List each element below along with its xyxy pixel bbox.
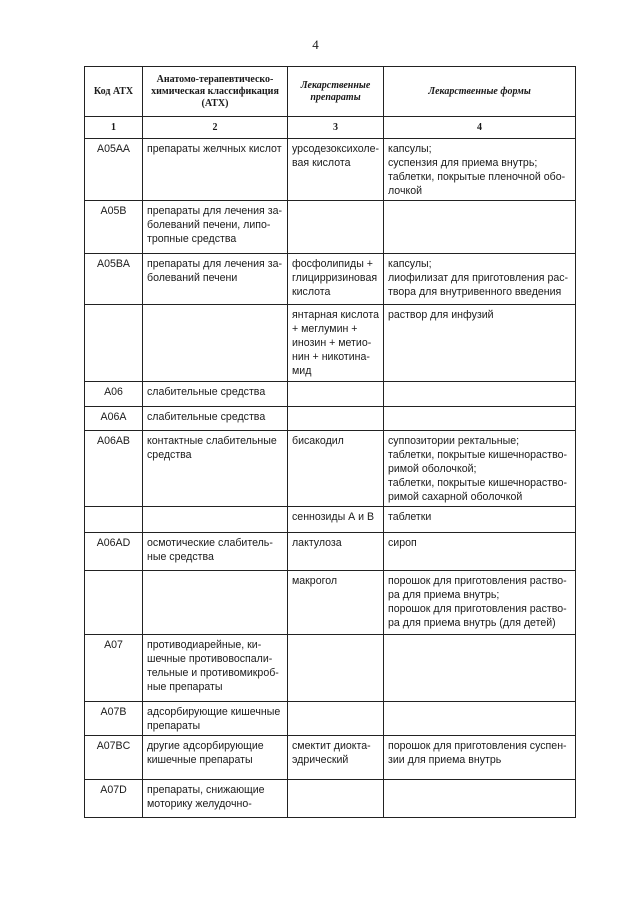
header-dosage-forms: Лекарственные формы xyxy=(384,67,576,117)
table-header-row xyxy=(85,67,576,117)
column-number: 1 xyxy=(85,117,143,139)
dosage-forms-line: раствор для инфузий xyxy=(388,309,494,321)
classification-line: шечные противовоспали- xyxy=(147,653,273,665)
classification-line: тропные средства xyxy=(147,233,237,245)
atx-code-cell xyxy=(85,571,143,635)
drug-line: нин + никотина- xyxy=(292,351,370,363)
classification-line: болеваний печени, липо- xyxy=(147,219,271,231)
drug-cell xyxy=(288,254,384,305)
atx-code-cell: A05B xyxy=(85,201,143,254)
dosage-forms-cell xyxy=(384,702,576,736)
classification-line: болеваний печени xyxy=(147,272,238,284)
atx-code-cell: A05BA xyxy=(85,254,143,305)
dosage-forms-cell xyxy=(384,139,576,201)
atx-code-cell: A05AA xyxy=(85,139,143,201)
header-atx-classification: Анатомо-терапевтическо-химическая классификация (АТХ) xyxy=(143,67,288,117)
classification-line: слабительные средства xyxy=(147,411,266,423)
dosage-forms-line: суппозитории ректальные; xyxy=(388,435,520,447)
dosage-forms-cell xyxy=(384,571,576,635)
drug-cell xyxy=(288,407,384,431)
dosage-forms-cell xyxy=(384,305,576,382)
header-drugs: Лекарственные препараты xyxy=(288,67,384,117)
table-row xyxy=(85,736,576,780)
drug-cell xyxy=(288,533,384,571)
drug-line: урсодезоксихоле- xyxy=(292,143,380,155)
classification-line: слабительные средства xyxy=(147,386,266,398)
drug-line: + меглумин + xyxy=(292,323,358,335)
table-row xyxy=(85,533,576,571)
drug-line: глицирризиновая xyxy=(292,272,378,284)
atx-code-cell: A06AB xyxy=(85,431,143,507)
classification-line: препараты для лечения за- xyxy=(147,205,283,217)
header-atx-code: Код АТХ xyxy=(85,67,143,117)
dosage-forms-line: зии для приема внутрь xyxy=(388,754,502,766)
classification-cell xyxy=(143,533,288,571)
classification-line: моторику желудочно- xyxy=(147,798,252,810)
dosage-forms-line: ра для приема внутрь; xyxy=(388,589,500,601)
drug-line: вая кислота xyxy=(292,157,351,169)
atx-drug-table xyxy=(84,66,576,818)
classification-cell xyxy=(143,254,288,305)
dosage-forms-line: порошок для приготовления раство- xyxy=(388,603,567,615)
dosage-forms-cell xyxy=(384,382,576,407)
classification-cell xyxy=(143,407,288,431)
table-row xyxy=(85,780,576,818)
drug-cell xyxy=(288,571,384,635)
dosage-forms-line: таблетки, покрытые пленочной обо- xyxy=(388,171,566,183)
classification-line: препараты для лечения за- xyxy=(147,258,283,270)
classification-line: другие адсорбирующие xyxy=(147,740,264,752)
dosage-forms-cell xyxy=(384,201,576,254)
table-row xyxy=(85,431,576,507)
drug-cell xyxy=(288,702,384,736)
atx-code-cell: A06AD xyxy=(85,533,143,571)
table-row xyxy=(85,702,576,736)
atx-code-cell xyxy=(85,507,143,533)
classification-cell xyxy=(143,702,288,736)
drug-cell xyxy=(288,201,384,254)
drug-cell xyxy=(288,382,384,407)
drug-line: макрогол xyxy=(292,575,338,587)
classification-line: контактные слабительные xyxy=(147,435,277,447)
dosage-forms-cell xyxy=(384,635,576,702)
atx-code-cell: A07BC xyxy=(85,736,143,780)
classification-line: ные препараты xyxy=(147,681,223,693)
classification-line: адсорбирующие кишечные xyxy=(147,706,281,718)
dosage-forms-cell xyxy=(384,780,576,818)
drug-line: фосфолипиды + xyxy=(292,258,373,270)
dosage-forms-line: ра для приема внутрь (для детей) xyxy=(388,617,556,629)
dosage-forms-line: суспензия для приема внутрь; xyxy=(388,157,538,169)
classification-line: противодиарейные, ки- xyxy=(147,639,262,651)
dosage-forms-line: таблетки, покрытые кишечнораство- xyxy=(388,449,568,461)
drug-cell xyxy=(288,507,384,533)
dosage-forms-cell xyxy=(384,736,576,780)
classification-cell xyxy=(143,201,288,254)
drug-line: смектит диокта- xyxy=(292,740,371,752)
table-row xyxy=(85,254,576,305)
dosage-forms-cell xyxy=(384,254,576,305)
classification-cell xyxy=(143,382,288,407)
classification-line: препараты желчных кислот xyxy=(147,143,282,155)
dosage-forms-cell xyxy=(384,407,576,431)
classification-cell xyxy=(143,635,288,702)
classification-cell xyxy=(143,305,288,382)
drug-cell xyxy=(288,736,384,780)
drug-cell xyxy=(288,431,384,507)
page-number: 4 xyxy=(312,37,319,52)
drug-line: эдрический xyxy=(292,754,349,766)
table-row xyxy=(85,305,576,382)
classification-cell xyxy=(143,736,288,780)
dosage-forms-line: порошок для приготовления суспен- xyxy=(388,740,567,752)
table-row xyxy=(85,382,576,407)
dosage-forms-line: таблетки, покрытые кишечнораство- xyxy=(388,477,568,489)
dosage-forms-line: капсулы; xyxy=(388,258,432,270)
drug-cell xyxy=(288,305,384,382)
atx-code-cell: A07 xyxy=(85,635,143,702)
drug-line: инозин + метио- xyxy=(292,337,372,349)
column-number: 3 xyxy=(288,117,384,139)
drug-cell xyxy=(288,780,384,818)
table-row xyxy=(85,635,576,702)
dosage-forms-cell xyxy=(384,533,576,571)
classification-line: тельные и противомикроб- xyxy=(147,667,279,679)
atx-code-cell: A06 xyxy=(85,382,143,407)
drug-cell xyxy=(288,139,384,201)
classification-cell xyxy=(143,139,288,201)
column-number: 4 xyxy=(384,117,576,139)
dosage-forms-line: капсулы; xyxy=(388,143,432,155)
classification-line: средства xyxy=(147,449,192,461)
drug-line: лактулоза xyxy=(292,537,342,549)
classification-cell xyxy=(143,507,288,533)
dosage-forms-cell xyxy=(384,431,576,507)
dosage-forms-line: римой оболочкой; xyxy=(388,463,477,475)
atx-code-cell: A07D xyxy=(85,780,143,818)
table-row xyxy=(85,571,576,635)
column-number-row xyxy=(85,117,576,139)
dosage-forms-line: лочкой xyxy=(388,185,423,197)
drug-line: бисакодил xyxy=(292,435,344,447)
atx-code-cell: A07B xyxy=(85,702,143,736)
atx-code-cell: A06A xyxy=(85,407,143,431)
dosage-forms-line: порошок для приготовления раство- xyxy=(388,575,567,587)
classification-line: осмотические слабитель- xyxy=(147,537,273,549)
classification-line: препараты xyxy=(147,720,201,732)
dosage-forms-line: таблетки xyxy=(388,511,432,523)
classification-line: препараты, снижающие xyxy=(147,784,265,796)
atx-code-cell xyxy=(85,305,143,382)
dosage-forms-line: лиофилизат для приготовления рас- xyxy=(388,272,569,284)
drug-cell xyxy=(288,635,384,702)
dosage-forms-line: сироп xyxy=(388,537,417,549)
drug-line: янтарная кислота xyxy=(292,309,379,321)
table-row xyxy=(85,139,576,201)
table-row xyxy=(85,507,576,533)
drug-line: мид xyxy=(292,365,312,377)
classification-cell xyxy=(143,431,288,507)
dosage-forms-line: твора для внутривенного введения xyxy=(388,286,562,298)
classification-line: кишечные препараты xyxy=(147,754,253,766)
dosage-forms-line: римой сахарной оболочкой xyxy=(388,491,523,503)
drug-line: кислота xyxy=(292,286,331,298)
table-row xyxy=(85,201,576,254)
table-row xyxy=(85,407,576,431)
classification-line: ные средства xyxy=(147,551,214,563)
classification-cell xyxy=(143,780,288,818)
column-number: 2 xyxy=(143,117,288,139)
dosage-forms-cell xyxy=(384,507,576,533)
drug-line: сеннозиды А и В xyxy=(292,511,375,523)
classification-cell xyxy=(143,571,288,635)
